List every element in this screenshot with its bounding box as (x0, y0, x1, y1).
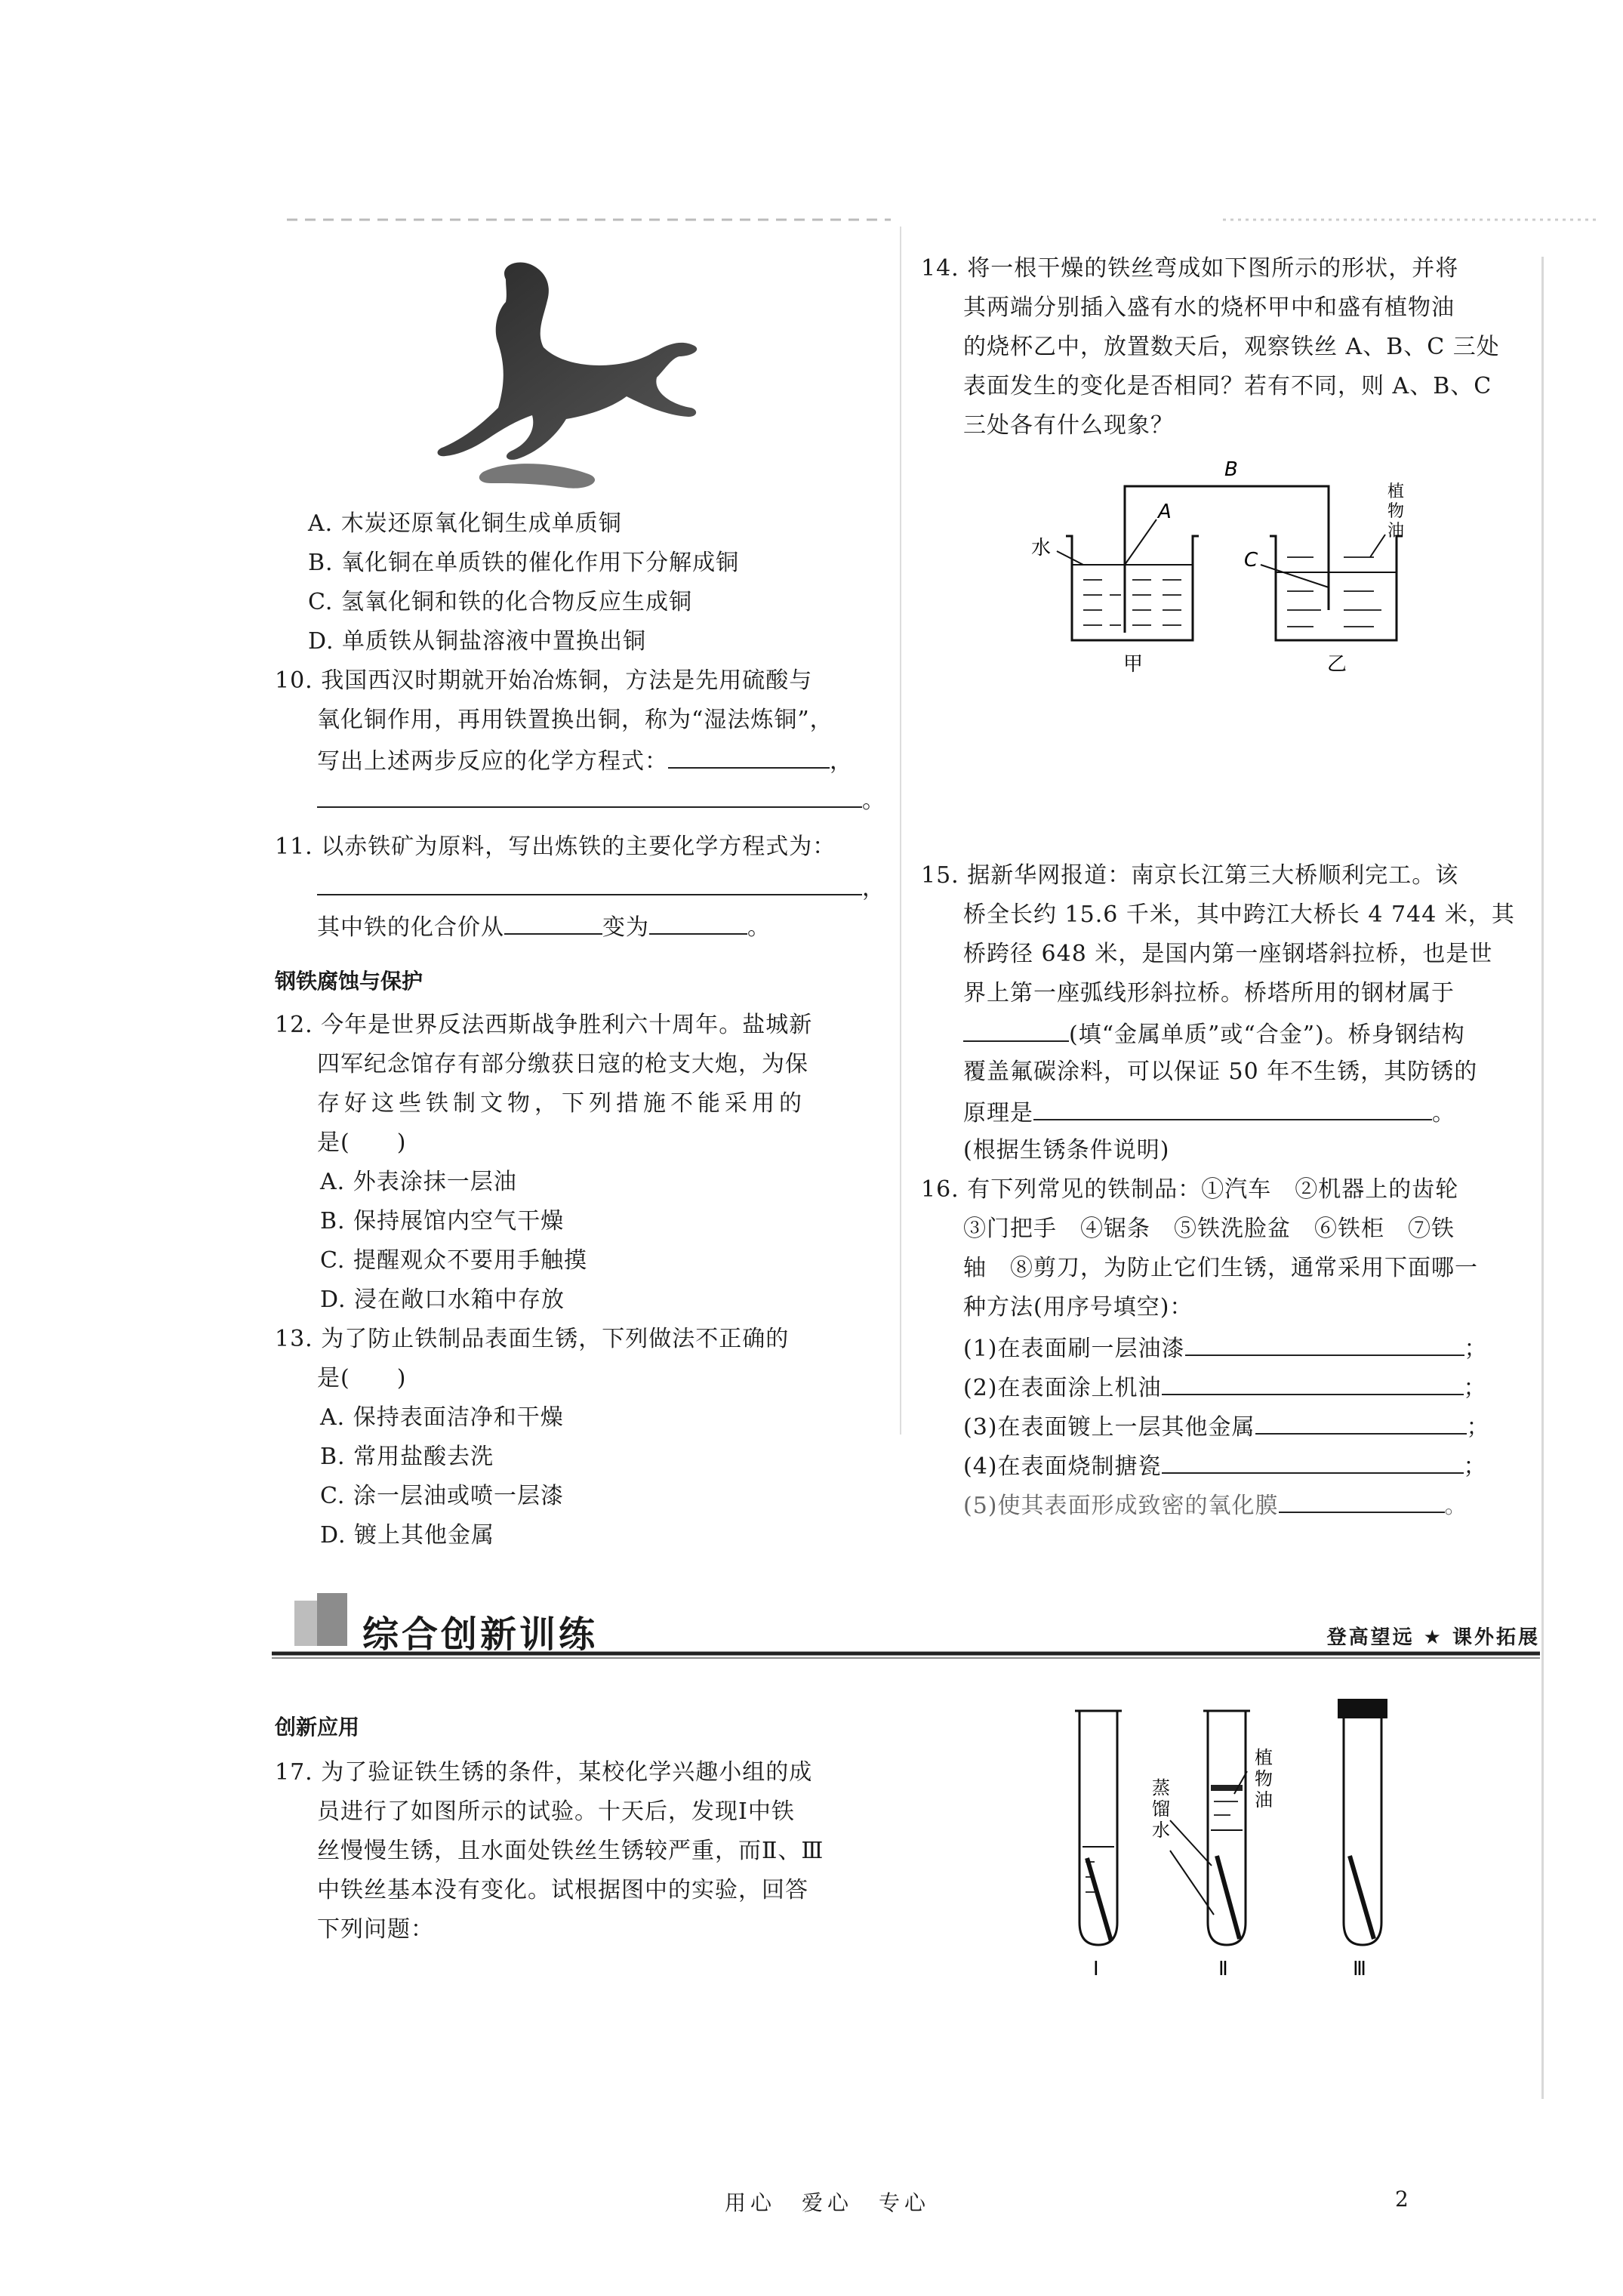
q14-label-A: A (1158, 501, 1172, 523)
q13-line-2: 是( ) (317, 1365, 407, 1391)
q16-item-3-text: (3)在表面镀上一层其他金属 (963, 1414, 1255, 1441)
q15-line-1: 15. 据新华网报道：南京长江第三大桥顺利完工。该 (921, 862, 1459, 889)
q17-tube-2-nail (1217, 1856, 1240, 1939)
q10-line-1: 10. 我国西汉时期就开始冶炼铜，方法是先用硫酸与 (275, 667, 813, 694)
q17-test-tube-figure (1057, 1696, 1419, 1983)
q12-line-3: 存好这些铁制文物，下列措施不能采用的 (317, 1090, 806, 1117)
q17-test-tube-figure-svg (1057, 1696, 1419, 1983)
q11-line-2 (317, 873, 885, 902)
section-title-corrosion: 钢铁腐蚀与保护 (275, 969, 423, 994)
q13-option-c: C. 涂一层油或喷一层漆 (320, 1483, 564, 1509)
q17-tube-3-nail (1350, 1856, 1374, 1939)
q10-line-3 (317, 746, 853, 775)
q17-tube-3 (1344, 1718, 1381, 1945)
q17-tube-label-1: Ⅰ (1093, 1958, 1099, 1980)
q10-line-3-end: ， (830, 748, 853, 775)
q11-line-3 (317, 912, 771, 942)
q16-item-4 (963, 1451, 1487, 1481)
q16-item-3 (963, 1412, 1490, 1441)
q11-answer-blank-equation[interactable] (317, 873, 862, 895)
q11-line-3b: 变为 (602, 914, 649, 941)
q17-label-water-3: 水 (1152, 1820, 1170, 1841)
q14-label-jia: 甲 (1123, 653, 1144, 676)
q12-line-2: 四军纪念馆存有部分缴获日寇的枪支大炮，为保 (317, 1051, 808, 1077)
q17-label-oil-3: 油 (1255, 1789, 1273, 1811)
q11-line-2-end: ， (862, 875, 885, 901)
q16-item-3-end: ； (1466, 1414, 1490, 1441)
q16-answer-blank-4[interactable] (1162, 1451, 1464, 1474)
q12-option-b: B. 保持展馆内空气干燥 (320, 1208, 565, 1234)
banner-title: 综合创新训练 (362, 1613, 599, 1656)
q10-answer-blank-1[interactable] (668, 746, 830, 769)
q14-label-oil-1: 植 (1387, 482, 1405, 501)
q17-tube-1-nail (1087, 1858, 1111, 1941)
q13-option-a: A. 保持表面洁净和干燥 (320, 1404, 564, 1431)
q13-option-d: D. 镀上其他金属 (320, 1522, 495, 1549)
q17-label-water-1: 蒸 (1152, 1777, 1170, 1798)
q16-item-5-text: (5)使其表面形成致密的氧化膜 (963, 1493, 1279, 1519)
q14-line-2: 其两端分别插入盛有水的烧杯甲中和盛有植物油 (963, 294, 1455, 321)
q10-line-4 (317, 785, 885, 815)
q16-item-5-end: 。 (1444, 1493, 1468, 1519)
q15-line-4: 界上第一座弧线形斜拉桥。桥塔所用的钢材属于 (963, 980, 1455, 1006)
q16-item-4-text: (4)在表面烧制搪瓷 (963, 1453, 1162, 1480)
q14-label-C: C (1244, 549, 1258, 572)
section-banner (272, 1593, 1540, 1661)
bronze-horse-image (393, 257, 710, 498)
q10-answer-blank-2[interactable] (317, 785, 862, 808)
q9-option-a: A. 木炭还原氧化铜生成单质铜 (308, 510, 622, 537)
q16-item-2-text: (2)在表面涂上机油 (963, 1375, 1162, 1401)
q17-label-water-2: 馏 (1152, 1798, 1170, 1820)
top-decor-strip (287, 213, 1615, 223)
bronze-horse-icon (393, 257, 710, 498)
q10-line-3-text: 写出上述两步反应的化学方程式： (317, 748, 668, 775)
q11-answer-blank-from[interactable] (504, 912, 602, 935)
q9-option-c: C. 氢氧化铜和铁的化合物反应生成铜 (308, 589, 692, 615)
q13-option-b: B. 常用盐酸去洗 (320, 1444, 494, 1470)
q15-line-8: (根据生锈条件说明) (963, 1137, 1170, 1163)
q12-option-c: C. 提醒观众不要用手触摸 (320, 1247, 587, 1274)
q15-answer-blank-material[interactable] (963, 1019, 1069, 1042)
q17-tube-1 (1079, 1711, 1117, 1945)
q12-line-1: 12. 今年是世界反法西斯战争胜利六十周年。盐城新 (275, 1012, 813, 1038)
q16-item-1-end: ； (1464, 1336, 1488, 1362)
right-margin-strip (1541, 257, 1544, 2099)
section-title-innovation: 创新应用 (275, 1715, 360, 1740)
q16-item-2 (963, 1373, 1487, 1402)
q16-line-3: 轴 ⑧剪刀，为防止它们生锈，通常采用下面哪一 (963, 1255, 1478, 1281)
q11-line-3a: 其中铁的化合价从 (317, 914, 504, 941)
q14-label-yi: 乙 (1327, 653, 1347, 676)
q16-item-5 (963, 1490, 1468, 1520)
q17-tube-label-2: Ⅱ (1218, 1958, 1228, 1980)
q15-answer-blank-principle[interactable] (1033, 1098, 1432, 1120)
q16-item-1-text: (1)在表面刷一层油漆 (963, 1336, 1185, 1362)
q15-line-6: 覆盖氟碳涂料，可以保证 50 年不生锈，其防锈的 (963, 1059, 1478, 1085)
q14-beaker-figure (1027, 451, 1419, 678)
q14-beaker-yi (1270, 536, 1403, 640)
q12-option-d: D. 浸在敞口水箱中存放 (320, 1287, 565, 1313)
q16-line-2: ③门把手 ④锯条 ⑤铁洗脸盆 ⑥铁柜 ⑦铁 (963, 1216, 1455, 1242)
q14-beaker-figure-svg (1027, 451, 1419, 678)
q14-label-oil-2: 物 (1387, 502, 1405, 521)
q16-answer-blank-2[interactable] (1162, 1373, 1464, 1395)
q14-label-oil-3: 油 (1387, 522, 1405, 541)
footer-slogan: 用心 爱心 专心 (725, 2190, 931, 2215)
q10-line-4-end: 。 (862, 787, 885, 814)
q16-line-1: 16. 有下列常见的铁制品：①汽车 ②机器上的齿轮 (921, 1176, 1459, 1203)
q11-answer-blank-to[interactable] (649, 912, 747, 935)
q16-item-4-end: ； (1463, 1453, 1487, 1480)
q15-line-7-end: 。 (1432, 1100, 1455, 1126)
q14-line-5: 三处各有什么现象？ (963, 412, 1174, 439)
q15-line-3: 桥跨径 648 米，是国内第一座钢塔斜拉桥，也是世 (963, 941, 1493, 967)
q15-line-2: 桥全长约 15.6 千米，其中跨江大桥长 4 744 米，其 (963, 901, 1515, 928)
page-number: 2 (1395, 2187, 1413, 2211)
banner-right-slogan: 登高望远 ★ 课外拓展 (1326, 1626, 1540, 1649)
q17-line-4: 中铁丝基本没有变化。试根据图中的实验，回答 (317, 1877, 808, 1903)
column-divider (900, 227, 901, 1435)
q9-option-b: B. 氧化铜在单质铁的催化作用下分解成铜 (308, 550, 740, 576)
q17-line-2: 员进行了如图所示的试验。十天后，发现Ⅰ中铁 (317, 1798, 795, 1825)
q16-item-2-end: ； (1463, 1375, 1487, 1401)
q16-answer-blank-1[interactable] (1185, 1333, 1464, 1356)
q10-line-2: 氧化铜作用，再用铁置换出铜，称为“湿法炼铜”， (317, 707, 833, 733)
q14-line-4: 表面发生的变化是否相同？若有不同，则 A、B、C (963, 373, 1492, 399)
q17-line-5: 下列问题： (317, 1916, 434, 1943)
q14-label-water: 水 (1031, 537, 1052, 559)
q14-label-B: B (1224, 458, 1238, 481)
q17-tube-label-3: Ⅲ (1353, 1958, 1366, 1980)
q17-line-1: 17. 为了验证铁生锈的条件，某校化学兴趣小组的成 (275, 1759, 813, 1786)
q11-line-3-end: 。 (747, 914, 771, 941)
q13-line-1: 13. 为了防止铁制品表面生锈，下列做法不正确的 (275, 1326, 790, 1352)
q17-tube-3-stopper (1338, 1699, 1387, 1718)
q17-label-oil-1: 植 (1255, 1747, 1273, 1768)
q12-option-a: A. 外表涂抹一层油 (320, 1169, 517, 1195)
q16-item-1 (963, 1333, 1488, 1363)
q16-answer-blank-3[interactable] (1255, 1412, 1467, 1435)
q17-line-3: 丝慢慢生锈，且水面处铁丝生锈较严重，而Ⅱ、Ⅲ (317, 1838, 824, 1864)
q15-line-7 (963, 1098, 1455, 1127)
q14-line-1: 14. 将一根干燥的铁丝弯成如下图所示的形状，并将 (921, 255, 1459, 282)
q14-line-3: 的烧杯乙中，放置数天后，观察铁丝 A、B、C 三处 (963, 334, 1500, 360)
q15-line-5 (963, 1019, 1465, 1049)
q15-line-7-text: 原理是 (963, 1100, 1033, 1126)
q16-line-4: 种方法(用序号填空)： (963, 1294, 1193, 1321)
q12-line-4: 是( ) (317, 1130, 407, 1156)
q9-option-d: D. 单质铁从铜盐溶液中置换出铜 (308, 628, 647, 655)
top-decor-strip-svg (287, 214, 1615, 224)
q11-line-1: 11. 以赤铁矿为原料，写出炼铁的主要化学方程式为： (275, 834, 836, 860)
q17-tube-2 (1208, 1711, 1246, 1945)
q17-label-oil-2: 物 (1255, 1768, 1273, 1789)
q15-line-5-text: (填“金属单质”或“合金”)。桥身钢结构 (1069, 1022, 1465, 1048)
q16-answer-blank-5[interactable] (1279, 1490, 1445, 1513)
